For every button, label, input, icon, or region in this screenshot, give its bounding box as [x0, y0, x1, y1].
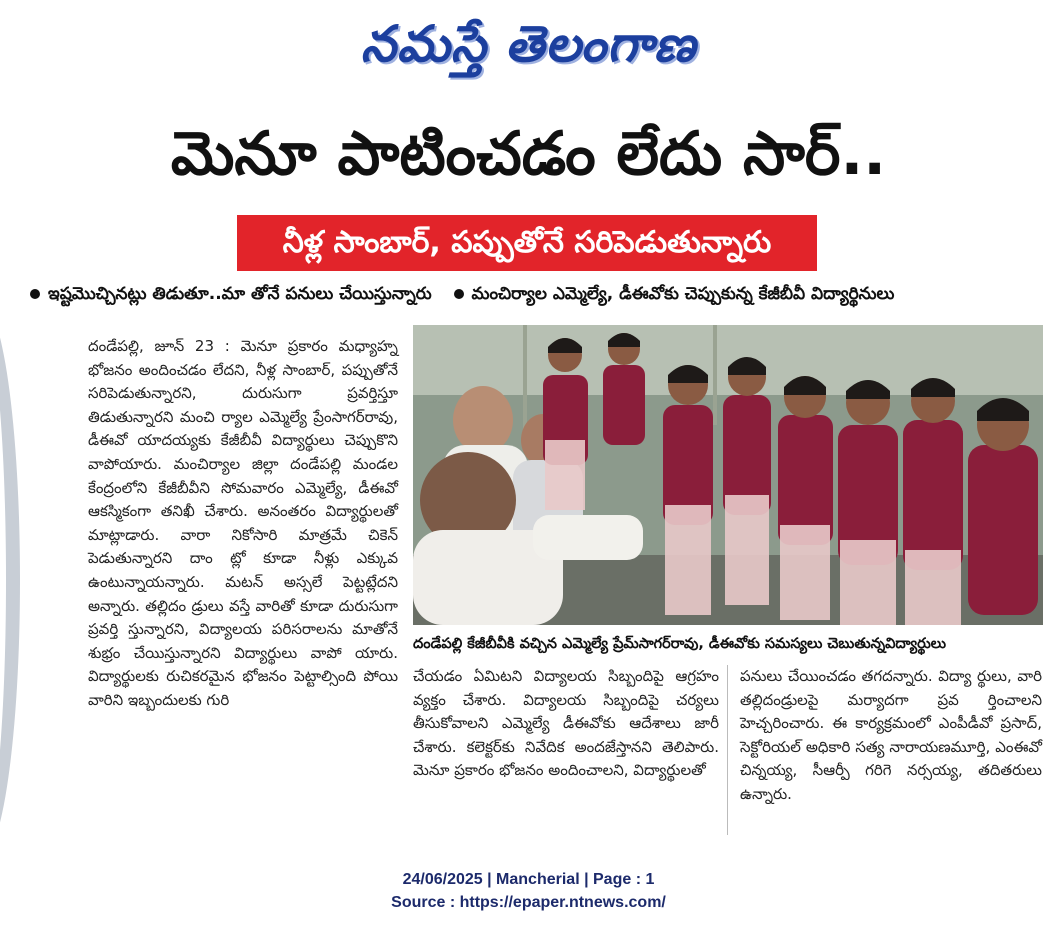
article-body-text: దండేపల్లి, జూన్ 23 : మెనూ ప్రకారం మధ్యాహ్న భోజనం అందించడం లేదని, నీళ్ల సాంబార్, పప్పుతోనే సరిపెడుతున్నారని, దురుసుగా ప్రవర్తిస్తూ తిడుతున్నారని మంచి ర్యాల ఎమ్మెల్యే ప్రేంసాగర్‌రావు, డీఈవో యాదయ్యకు కేజీబీవీ విద్యార్థులు చెప్పుకొని వాపోయారు. మంచిర్యాల జిల్లా దండేపల్లి మండల కేంద్రంలోని కేజీబీవీని సోమవారం ఎమ్మెల్యే, డీఈవో ఆకస్మికంగా తనిఖీ చేశారు. అనంతరం విద్యార్థులతో మాట్లాడారు. వారా నికోసారి మాత్రమే చికెన్ పెడుతున్నారని దాం ట్లో కూడా నీళ్లు ఎక్కువ ఉంటున్నాయన్నారు. మటన్ అస్సలే పెట్టట్లేదని అన్నారు. తల్లిదం డ్రులు వస్తే వారితో కూడా దురుసుగా ప్రవర్తి స్తున్నారని, విద్యాలయ పరిసరాలను మాతోనే శుభ్రం చేయిస్తున్నారని విద్యార్థులు వాపో యారు. విద్యార్థులకు రుచికరమైన భోజనం పెట్టాల్సింది పోయి వారిని ఇబ్బందులకు గురి: [88, 337, 398, 709]
newspaper-logo: నమస్తే తెలంగాణ: [360, 14, 697, 73]
column-divider: [727, 665, 728, 835]
bullet-icon: [454, 289, 464, 299]
bullet-points: [30, 280, 1030, 308]
article-body-text: చేయడం ఏమిటని విద్యాలయ సిబ్బందిపై ఆగ్రహం వ్యక్తం చేశారు. విద్యాలయ సిబ్బందిపై చర్యలు తీసుకోవాలని ఎమ్మెల్యే డీఈవోకు ఆదేశాలు జారీ చేశారు. కలెక్టర్‌కు నివేదిక అందజేస్తానని తెలిపారు. మెనూ ప్రకారం భోజనం అందించాలని, విద్యార్థులతో: [413, 667, 719, 780]
photo-caption: దండేపల్లి కేజీబీవీకి వచ్చిన ఎమ్మెల్యే ప్రేమ్‌సాగర్‌రావు, డీఈవోకు సమస్యలు చెబుతున్నవిద్యార్థులు: [413, 636, 947, 652]
subheadline-banner: [237, 215, 817, 271]
bullet-point-2: మంచిర్యాల ఎమ్మెల్యే, డీఈవోకు చెప్పుకున్న కేజీబీవీ విద్యార్థినులు: [471, 284, 895, 304]
article-column-1: [88, 335, 398, 835]
subheadline-text: నీళ్ల సాంబార్, పప్పుతోనే సరిపెడుతున్నారు: [282, 225, 772, 260]
article-body-text: పనులు చేయించడం తగదన్నారు. విద్యా ర్థులు, వారి తల్లిదండ్రులపై మర్యాదగా ప్రవ ర్తించాలని హెచ్చరించారు. ఈ కార్యక్రమంలో ఎంపీడీవో ప్రసాద్, సెక్టోరియల్ అధికారి సత్య నారాయణమూర్తి, ఎంఈవో చిన్నయ్య, సీఆర్పీ గరిగె నర్సయ్య, తదితరులు ఉన్నారు.: [740, 667, 1042, 803]
article-column-3: [740, 665, 1042, 835]
article-column-2: [413, 665, 719, 835]
footer-dateline: 24/06/2025 | Mancherial | Page : 1: [402, 871, 655, 888]
bullet-icon: [30, 289, 40, 299]
article-photo: [413, 325, 1043, 625]
decorative-arc: [0, 300, 20, 860]
students-with-mla-photo: [413, 325, 1043, 625]
footer-source: Source : https://epaper.ntnews.com/: [391, 894, 666, 911]
article-headline: మెనూ పాటించడం లేదు సార్..: [170, 119, 887, 189]
bullet-point-1: ఇష్టమొచ్చినట్లు తిడుతూ..మా తోనే పనులు చేయిస్తున్నారు: [48, 284, 432, 304]
masthead: [0, 8, 1057, 80]
